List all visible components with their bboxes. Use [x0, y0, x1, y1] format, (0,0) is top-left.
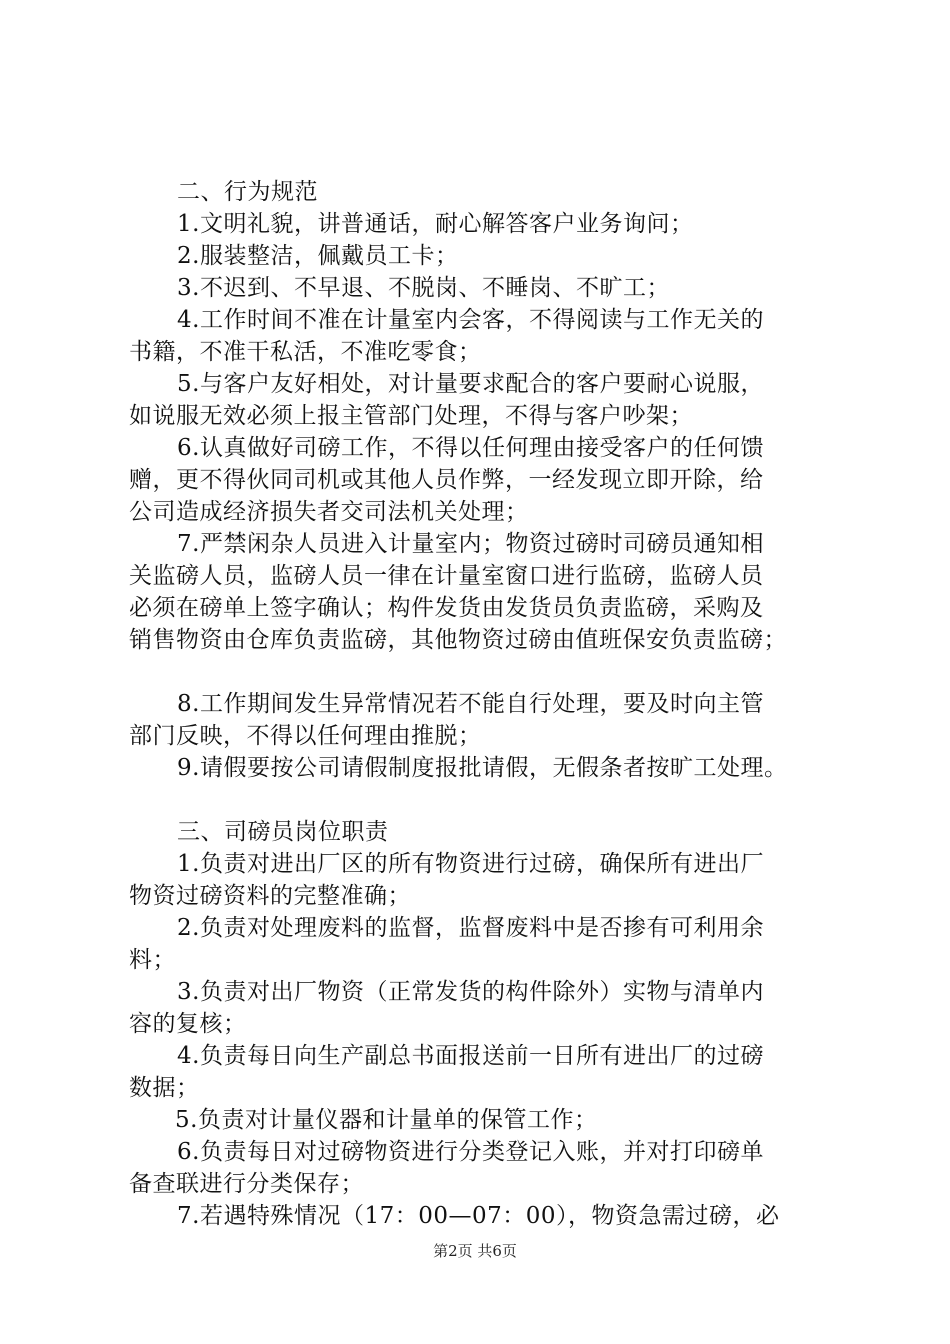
text-line: 部门反映，不得以任何理由推脱；	[129, 723, 482, 749]
text-line: 数据；	[129, 1075, 200, 1101]
text-line: 5.负责对计量仪器和计量单的保管工作；	[175, 1107, 598, 1133]
text-line: 销售物资由仓库负责监磅，其他物资过磅由值班保安负责监磅；	[129, 627, 787, 653]
text-line: 3.负责对出厂物资（正常发货的构件除外）实物与清单内	[177, 979, 764, 1005]
text-line: 物资过磅资料的完整准确；	[129, 883, 411, 909]
text-line: 9.请假要按公司请假制度报批请假，无假条者按旷工处理。	[177, 755, 788, 781]
text-line: 1.文明礼貌，讲普通话，耐心解答客户业务询问；	[177, 211, 694, 237]
text-line: 关监磅人员，监磅人员一律在计量室窗口进行监磅，监磅人员	[129, 563, 764, 589]
text-line: 三、司磅员岗位职责	[177, 819, 389, 845]
text-line: 6.负责每日对过磅物资进行分类登记入账，并对打印磅单	[177, 1139, 764, 1165]
text-line: 4.负责每日向生产副总书面报送前一日所有进出厂的过磅	[177, 1043, 764, 1069]
text-line: 7.严禁闲杂人员进入计量室内；物资过磅时司磅员通知相	[177, 531, 764, 557]
text-line: 如说服无效必须上报主管部门处理，不得与客户吵架；	[129, 403, 693, 429]
text-line: 7.若遇特殊情况（17：00—07：00），物资急需过磅，必	[177, 1203, 780, 1229]
text-line: 1.负责对进出厂区的所有物资进行过磅，确保所有进出厂	[177, 851, 764, 877]
text-line: 4.工作时间不准在计量室内会客，不得阅读与工作无关的	[177, 307, 764, 333]
text-line: 料；	[129, 947, 176, 973]
text-line: 3.不迟到、不早退、不脱岗、不睡岗、不旷工；	[177, 275, 670, 301]
text-line: 5.与客户友好相处，对计量要求配合的客户要耐心说服，	[177, 371, 764, 397]
text-line: 2.服装整洁，佩戴员工卡；	[177, 243, 459, 269]
text-line: 赠，更不得伙同司机或其他人员作弊，一经发现立即开除，给	[129, 467, 764, 493]
text-line: 必须在磅单上签字确认；构件发货由发货员负责监磅，采购及	[129, 595, 764, 621]
text-line: 8.工作期间发生异常情况若不能自行处理，要及时向主管	[177, 691, 764, 717]
text-line: 二、行为规范	[177, 179, 318, 205]
blank-line	[129, 784, 844, 816]
text-line: 公司造成经济损失者交司法机关处理；	[129, 499, 529, 525]
document-body	[129, 176, 844, 1232]
text-line: 容的复核；	[129, 1011, 247, 1037]
text-line: 书籍，不准干私活，不准吃零食；	[129, 339, 482, 365]
text-line: 6.认真做好司磅工作，不得以任何理由接受客户的任何馈	[177, 435, 764, 461]
page-footer: 第2页 共6页	[433, 1242, 517, 1260]
blank-line	[129, 656, 844, 688]
text-line: 备查联进行分类保存；	[129, 1171, 364, 1197]
text-line: 2.负责对处理废料的监督，监督废料中是否掺有可利用余	[177, 915, 764, 941]
